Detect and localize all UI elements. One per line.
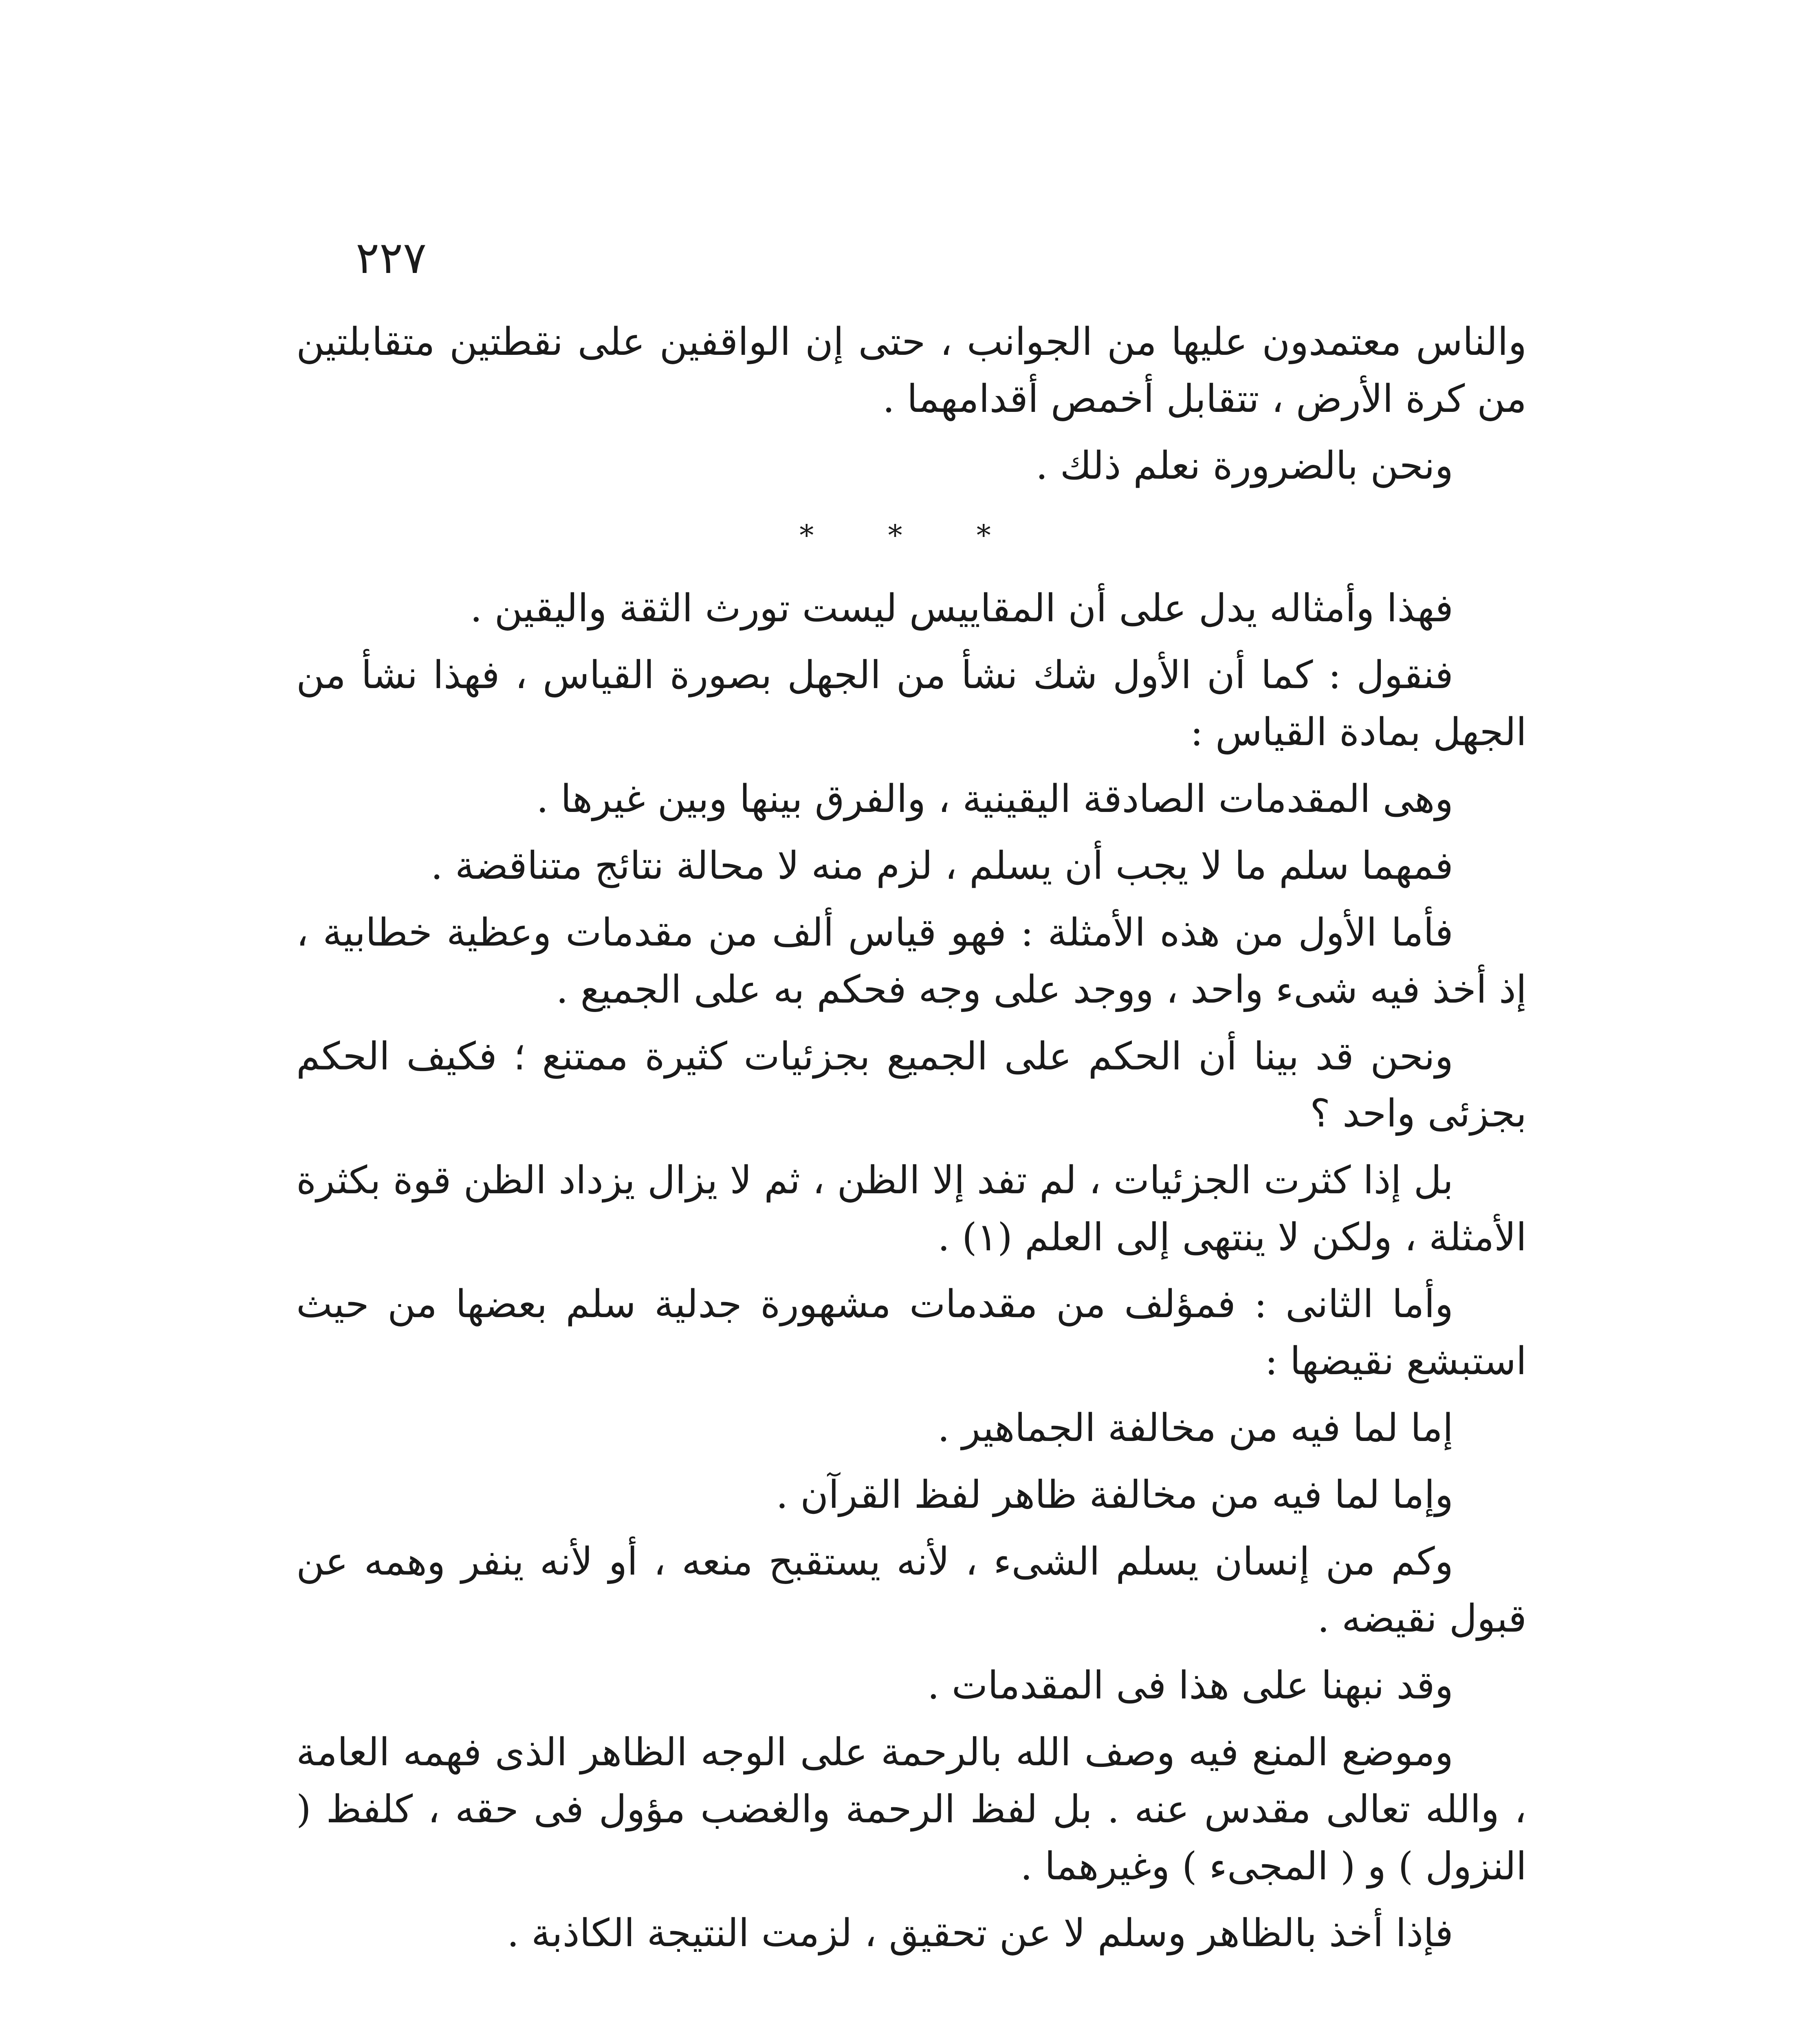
- paragraph: والناس معتمدون عليها من الجوانب ، حتى إن الواقفين على نقطتين متقابلتين من كرة الأرض ، تتقابل أخمص أقدامهما .: [296, 320, 1527, 421]
- body-text: [296, 314, 1527, 1972]
- paragraph: فهذا وأمثاله يدل على أن المقاييس ليست تورث الثقة واليقين .: [470, 586, 1453, 631]
- paragraph: فنقول : كما أن الأول شك نشأ من الجهل بصورة القياس ، فهذا نشأ من الجهل بمادة القياس :: [296, 653, 1527, 755]
- page-number: ٢٢٧: [355, 233, 427, 284]
- paragraph: وأما الثانى : فمؤلف من مقدمات مشهورة جدلية سلم بعضها من حيث استبشع نقيضها :: [296, 1282, 1527, 1384]
- paragraph: فإذا أخذ بالظاهر وسلم لا عن تحقيق ، لزمت النتيجة الكاذبة .: [507, 1911, 1453, 1956]
- paragraph: وهى المقدمات الصادقة اليقينية ، والفرق بينها وبين غيرها .: [536, 777, 1453, 821]
- paragraph: ونحن بالضرورة نعلم ذلك .: [1036, 444, 1453, 488]
- paragraph: فأما الأول من هذه الأمثلة : فهو قياس ألف من مقدمات وعظية خطابية ، إذ أخذ فيه شىء واحد ، ووجد على وجه فحكم به على الجميع .: [296, 911, 1527, 1012]
- section-separator: * * *: [799, 519, 1023, 552]
- paragraph: وموضع المنع فيه وصف الله بالرحمة على الوجه الظاهر الذى فهمه العامة ، والله تعالى مقدس عنه . بل لفظ الرحمة والغضب مؤول فى حقه ، كلفظ ( النزول ) و ( المجىء ) وغيرهما .: [296, 1730, 1527, 1889]
- paragraph: إما لما فيه من مخالفة الجماهير .: [938, 1406, 1453, 1450]
- paragraph: بل إذا كثرت الجزئيات ، لم تفد إلا الظن ، ثم لا يزال يزداد الظن قوة بكثرة الأمثلة ، ولكن لا ينتهى إلى العلم (١) .: [296, 1158, 1527, 1260]
- paragraph: وإما لما فيه من مخالفة ظاهر لفظ القرآن .: [776, 1473, 1453, 1517]
- paragraph: فمهما سلم ما لا يجب أن يسلم ، لزم منه لا محالة نتائج متناقضة .: [431, 844, 1453, 888]
- paragraph: وقد نبهنا على هذا فى المقدمات .: [927, 1663, 1453, 1708]
- paragraph: ونحن قد بينا أن الحكم على الجميع بجزئيات كثيرة ممتنع ؛ فكيف الحكم بجزئى واحد ؟: [296, 1034, 1527, 1136]
- paragraph: وكم من إنسان يسلم الشىء ، لأنه يستقبح منعه ، أو لأنه ينفر وهمه عن قبول نقيضه .: [296, 1540, 1527, 1641]
